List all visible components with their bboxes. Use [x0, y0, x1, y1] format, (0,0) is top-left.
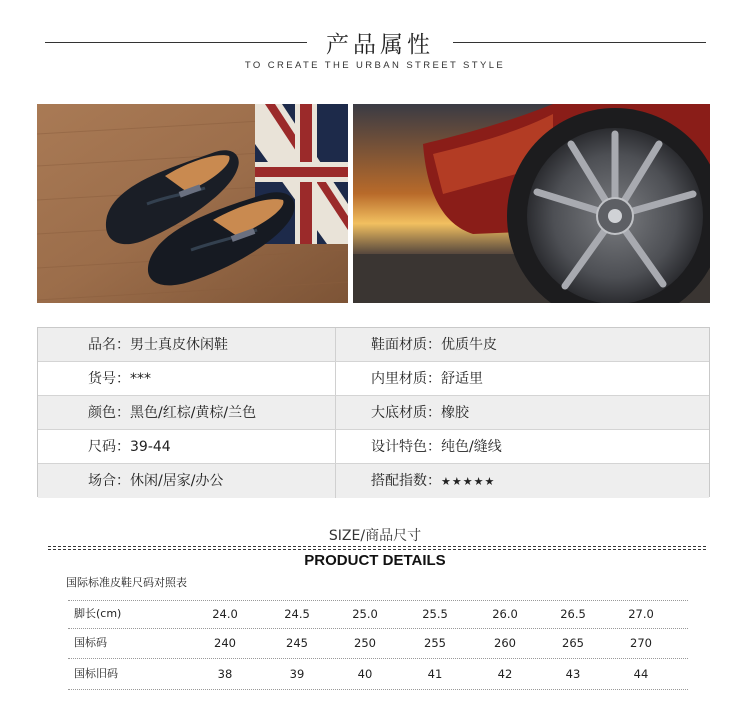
spec-cell-right: 大底材质：橡胶 — [371, 405, 469, 421]
spec-row — [38, 328, 709, 362]
header-rule-right — [453, 42, 706, 43]
size-cell: 260 — [494, 636, 516, 650]
size-cell: 39 — [289, 667, 305, 681]
row-divider — [68, 658, 688, 659]
size-cell: 240 — [214, 636, 236, 650]
size-row-label: 国标码 — [74, 636, 107, 649]
size-cell: 245 — [286, 636, 308, 650]
spec-cell-left: 颜色：黑色/红棕/黄棕/兰色 — [88, 405, 257, 421]
size-cell: 255 — [424, 636, 446, 650]
size-row — [68, 600, 688, 628]
spec-cell-right: 内里材质：舒适里 — [371, 371, 483, 387]
size-cell: 250 — [354, 636, 376, 650]
rating-stars: ★★★★★ — [441, 475, 496, 488]
header-rule-left — [45, 42, 307, 43]
spec-row — [38, 362, 709, 396]
size-cell: 26.0 — [492, 607, 518, 621]
spec-table — [37, 327, 710, 497]
size-row-label: 国标旧码 — [74, 667, 118, 680]
spec-row — [38, 464, 709, 498]
page-subtitle: TO CREATE THE URBAN STREET STYLE — [244, 60, 506, 71]
size-cell: 44 — [633, 667, 649, 681]
size-cell: 24.5 — [284, 607, 310, 621]
spec-cell-left: 场合：休闲/居家/办公 — [88, 473, 224, 489]
size-cell: 41 — [427, 667, 443, 681]
size-cell: 27.0 — [628, 607, 654, 621]
size-chart-caption: 国际标准皮鞋尺码对照表 — [66, 576, 187, 589]
page-title: 产品属性 — [326, 32, 434, 58]
size-cell: 265 — [562, 636, 584, 650]
dashed-divider — [48, 546, 706, 547]
dashed-divider — [48, 549, 706, 550]
spec-row — [38, 396, 709, 430]
shoe-photo — [37, 104, 348, 303]
size-cell: 25.0 — [352, 607, 378, 621]
size-row — [68, 660, 688, 688]
spec-row — [38, 430, 709, 464]
spec-cell-right: 鞋面材质：优质牛皮 — [371, 337, 497, 353]
size-cell: 25.5 — [422, 607, 448, 621]
size-cell: 24.0 — [212, 607, 238, 621]
size-section-title: SIZE/商品尺寸 — [328, 528, 422, 544]
spec-cell-left: 货号：*** — [88, 371, 151, 387]
product-details-heading: PRODUCT DETAILS — [304, 552, 446, 569]
size-cell: 43 — [565, 667, 581, 681]
spec-cell-right: 设计特色：纯色/缝线 — [371, 439, 502, 455]
car-wheel-photo — [353, 104, 710, 303]
size-row — [68, 629, 688, 657]
size-cell: 270 — [630, 636, 652, 650]
spec-cell-left: 尺码：39-44 — [88, 439, 171, 455]
size-cell: 26.5 — [560, 607, 586, 621]
spec-cell-left: 品名：男士真皮休闲鞋 — [88, 337, 228, 353]
size-row-label: 脚长(cm) — [74, 607, 122, 620]
size-cell: 40 — [357, 667, 373, 681]
row-divider — [68, 689, 688, 690]
size-cell: 38 — [217, 667, 233, 681]
spec-cell-right: 搭配指数：★★★★★ — [371, 473, 496, 489]
size-cell: 42 — [497, 667, 513, 681]
